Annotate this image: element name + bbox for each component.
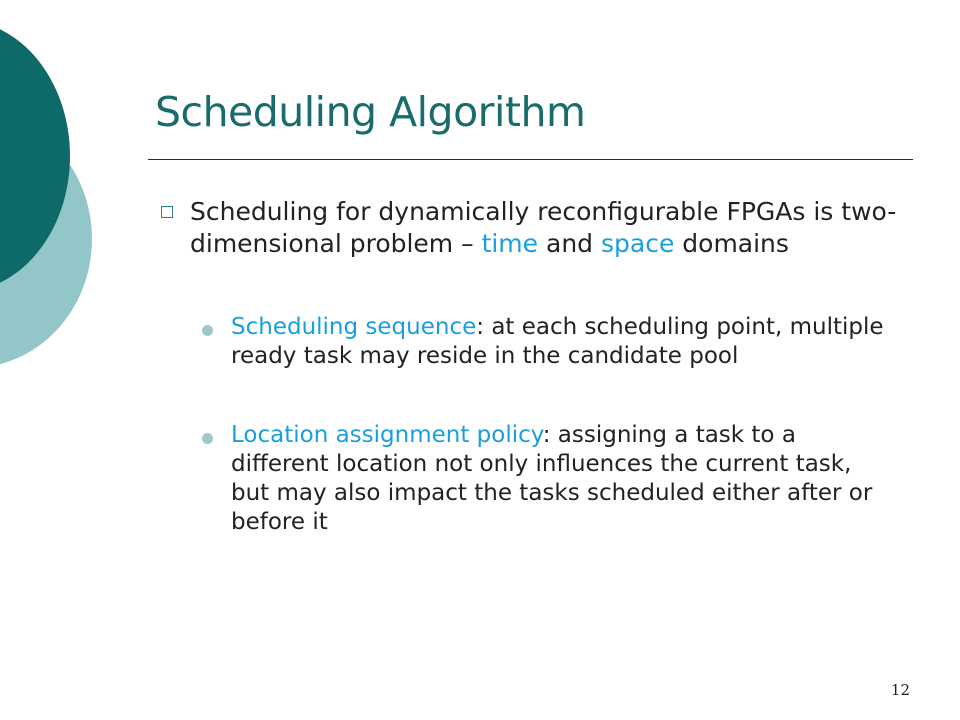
bullet-text: and: [538, 229, 601, 258]
page-number: 12: [890, 681, 910, 699]
sub-bullet-location-assignment: [231, 421, 891, 537]
slide-title: Scheduling Algorithm: [155, 88, 586, 136]
sub-bullet-text: : at each scheduling point, multiple ready task may reside in the candidate pool: [231, 314, 884, 369]
round-bullet-icon: [202, 433, 213, 444]
bullet-text: domains: [674, 229, 789, 258]
square-bullet-icon: [161, 206, 173, 218]
sub-bullet-text: : assigning a task to a different location not only influences the current task, but may also impact the tasks scheduled either after or before it: [231, 422, 873, 535]
bullet-main: [190, 196, 905, 260]
bullet-text: Scheduling for dynamically reconfigurable FPGAs is two-dimensional problem –: [190, 197, 897, 258]
sub-bullet-scheduling-sequence: [231, 313, 891, 371]
round-bullet-icon: [202, 325, 213, 336]
highlight-time: time: [481, 229, 539, 258]
sub-bullet-term: Location assignment policy: [231, 422, 543, 448]
highlight-space: space: [600, 229, 675, 258]
title-divider: [148, 159, 913, 160]
sub-bullet-term: Scheduling sequence: [231, 314, 477, 340]
